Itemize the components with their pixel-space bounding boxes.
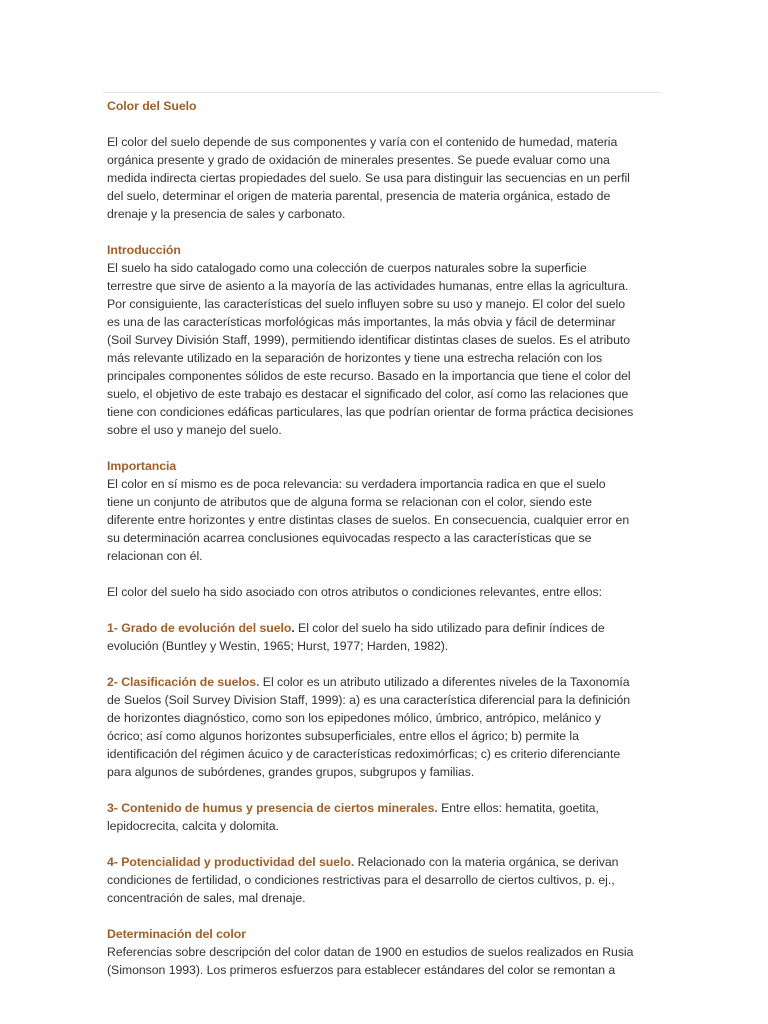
item-text-evolucion: El color del suelo ha sido utilizado para definir índices de evolución (Buntley y Westin, 1965; Hurst, 1977; Harden, 1982). bbox=[107, 621, 605, 653]
list-item-potencialidad bbox=[107, 853, 635, 907]
page-title: Color del Suelo bbox=[107, 99, 197, 113]
section-determinacion bbox=[107, 925, 635, 979]
intro-paragraph: El color del suelo depende de sus componentes y varía con el contenido de humedad, materia orgánica presente y grado de oxidación de minerales presentes. Se puede evaluar como una medida indirecta ciertas propiedades del suelo. Se usa para distinguir las secuencias en un perfil del suelo, determinar el origen de materia parental, presencia de materia orgánica, estado de drenaje y la presencia de sales y carbonato. bbox=[107, 135, 630, 221]
list-item-humus bbox=[107, 799, 635, 835]
item-text-humus: Entre ellos: hematita, goetita, lepidocrecita, calcita y dolomita. bbox=[107, 801, 599, 833]
item-heading-evolucion: 1- Grado de evolución del suelo bbox=[107, 621, 292, 635]
item-heading-potencialidad: 4- Potencialidad y productividad del suelo. bbox=[107, 855, 355, 869]
section-text-importancia: El color en sí mismo es de poca relevancia: su verdadera importancia radica en que el suelo tiene un conjunto de atributos que de alguna forma se relacionan con el color, siendo este diferente entre horizontes y entre distintas clases de suelos. En consecuencia, cualquier error en su determinación acarrea conclusiones equivocadas respecto a las características que se relacionan con él. bbox=[107, 477, 630, 563]
section-heading-importancia: Importancia bbox=[107, 459, 177, 473]
top-divider bbox=[103, 92, 661, 93]
list-item-clasificacion bbox=[107, 673, 635, 781]
item-text-clasificacion: El color es un atributo utilizado a diferentes niveles de la Taxonomía de Suelos (Soil Survey Division Staff, 1999): a) es una característica diferencial para la definición de horizontes diagnóstico, como son los epipedones mólico, úmbrico, antrópico, melánico y ócrico; así como algunos horizontes subsuperficiales, entre ellos el ágrico; b) permite la identificación del régimen ácuico y de características redoximórficas; c) es criterio diferenciante para algunos de subórdenes, grandes grupos, subgrupos y familias. bbox=[107, 675, 631, 779]
section-heading-introduccion: Introducción bbox=[107, 243, 181, 257]
article-body bbox=[107, 97, 635, 997]
item-text-potencialidad: Relacionado con la materia orgánica, se derivan condiciones de fertilidad, o condiciones restrictivas para el desarrollo de ciertos cultivos, p. ej., concentración de sales, mal drenaje. bbox=[107, 855, 619, 905]
item-heading-humus: 3- Contenido de humus y presencia de ciertos minerales. bbox=[107, 801, 438, 815]
item-heading-period: . bbox=[291, 621, 295, 635]
section-introduccion bbox=[107, 241, 635, 439]
section-text-introduccion: El suelo ha sido catalogado como una colección de cuerpos naturales sobre la superficie terrestre que sirve de asiento a la mayoría de las actividades humanas, entre ellas la agricultura. Por consiguiente, las características del suelo influyen sobre su uso y manejo. El color del suelo es una de las características morfológicas más importantes, la más obvia y fácil de determinar (Soil Survey División Staff, 1999), permitiendo identificar distintas clases de suelos. Es el atributo más relevante utilizado en la separación de horizontes y tiene una estrecha relación con los principales componentes sólidos de este recurso. Basado en la importancia que tiene el color del suelo, el objetivo de este trabajo es destacar el significado del color, así como las relaciones que tiene con condiciones edáficas particulares, las que podrían orientar de forma práctica decisiones sobre el uso y manejo del suelo. bbox=[107, 261, 634, 437]
section-text-determinacion: Referencias sobre descripción del color datan de 1900 en estudios de suelos realizados en Rusia (Simonson 1993). Los primeros esfuerzos para establecer estándares del color se remontan a bbox=[107, 945, 634, 977]
section-importancia bbox=[107, 457, 635, 565]
section-heading-determinacion: Determinación del color bbox=[107, 927, 246, 941]
item-heading-clasificacion: 2- Clasificación de suelos. bbox=[107, 675, 260, 689]
list-item-evolucion bbox=[107, 619, 635, 655]
associated-intro: El color del suelo ha sido asociado con otros atributos o condiciones relevantes, entre ellos: bbox=[107, 585, 602, 599]
